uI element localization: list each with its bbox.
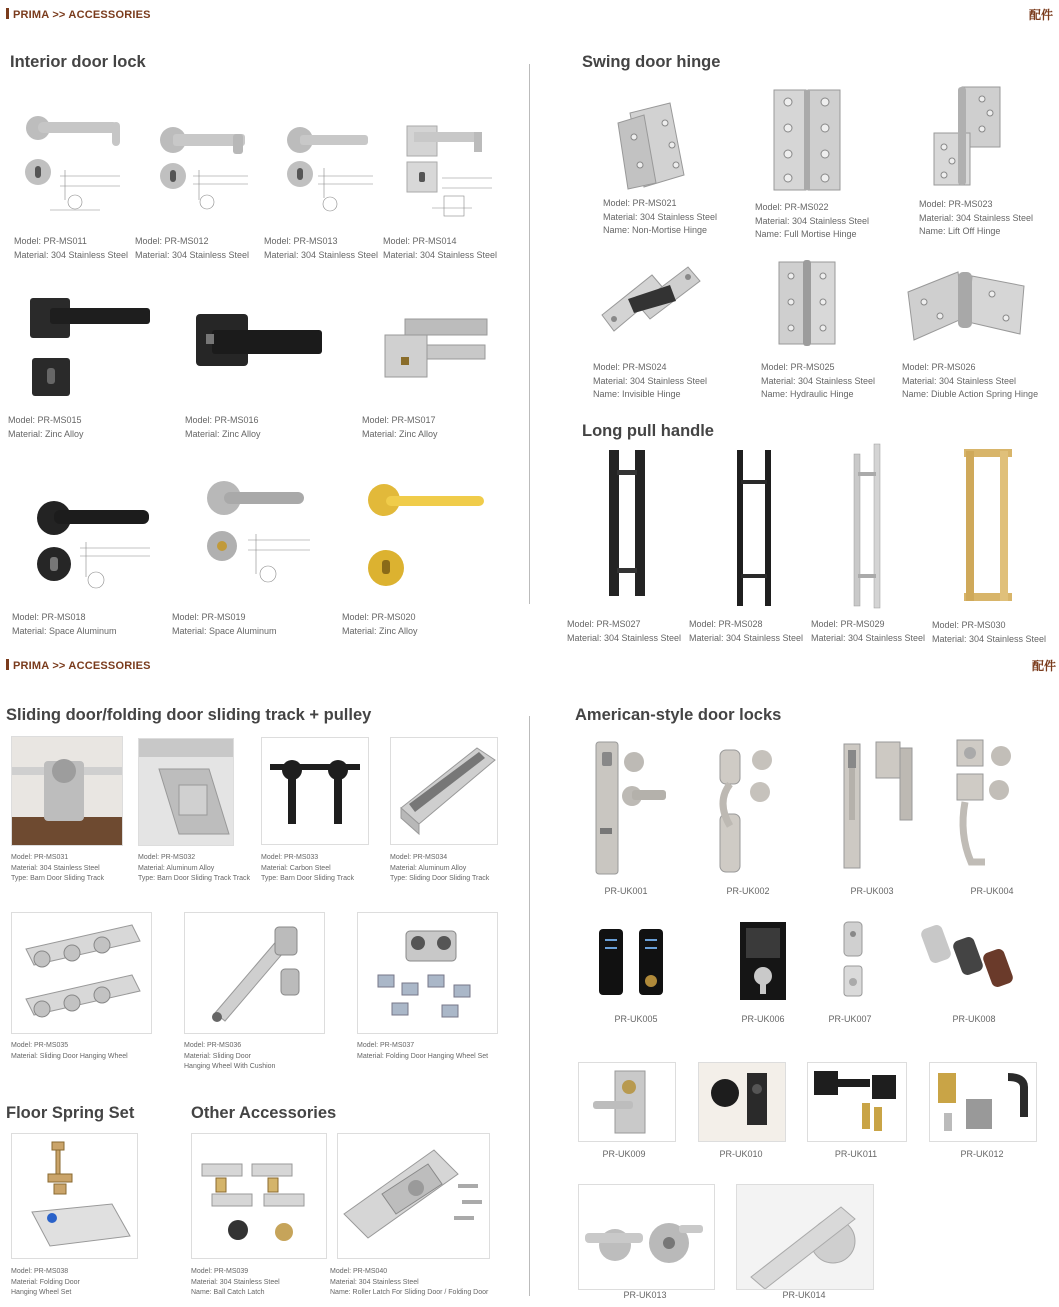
page-header (6, 8, 151, 21)
caption-ms034 (390, 853, 489, 885)
material-label: Material: 304 Stainless Steel (191, 1278, 280, 1286)
material-label: Material: 304 Stainless Steel (603, 211, 718, 222)
product-image-uk004 (955, 738, 1045, 878)
product-image-ms022 (770, 88, 845, 193)
section-title-floor: Floor Spring Set (6, 1104, 135, 1122)
code-uk004: PR-UK004 (970, 886, 1014, 896)
product-image-uk008 (915, 918, 1020, 993)
product-image-uk013 (578, 1184, 715, 1290)
product-image-ms025 (775, 258, 840, 348)
code-uk011: PR-UK011 (834, 1149, 878, 1159)
section-title-sliding: Sliding door/folding door sliding track + pulley (6, 706, 372, 724)
model-label: Model: PR-MS016 (185, 415, 259, 425)
material-label: Material: Folding Door Hanging Wheel Set (357, 1052, 489, 1060)
code-uk005: PR-UK005 (614, 1014, 658, 1024)
type-label: Type: Barn Door Sliding Track Track (138, 875, 251, 882)
model-label: Model: PR-MS030 (932, 620, 1006, 630)
caption-ms015 (8, 414, 84, 441)
material-label: Material: 304 Stainless Steel (919, 212, 1034, 223)
material-label: Material: Carbon Steel (261, 864, 331, 872)
model-label: Model: PR-MS014 (383, 236, 457, 246)
header-section: ACCESSORIES (68, 9, 151, 21)
material-label: Material: Sliding Door Hanging Wheel (11, 1052, 128, 1060)
model-label: Model: PR-MS015 (8, 415, 82, 425)
caption-ms021 (603, 197, 717, 238)
material-label: Material: Space Aluminum (172, 625, 277, 636)
material-label: Material: Zinc Alloy (342, 625, 418, 636)
material-label: Material: Zinc Alloy (185, 428, 261, 439)
product-image-uk003 (840, 738, 930, 878)
model-label: Model: PR-MS019 (172, 612, 246, 622)
header-bar (6, 8, 9, 19)
caption-ms028 (689, 618, 803, 645)
caption-ms032 (138, 853, 250, 885)
caption-ms026 (902, 361, 1038, 402)
code-uk006: PR-UK006 (741, 1014, 785, 1024)
caption-ms025 (761, 361, 875, 402)
product-image-uk014 (736, 1184, 874, 1290)
product-image-ms031 (11, 736, 123, 846)
header-right-2: 配件 (1032, 659, 1057, 673)
model-label: Model: PR-MS034 (390, 854, 448, 861)
product-image-uk001 (590, 738, 680, 878)
name-label: Name: Full Mortise Hinge (755, 229, 857, 239)
code-uk001: PR-UK001 (604, 886, 648, 896)
code-uk002: PR-UK002 (726, 886, 770, 896)
section-title-other: Other Accessories (191, 1104, 337, 1122)
product-image-ms024 (592, 255, 707, 350)
product-image-ms015 (20, 290, 160, 410)
model-label: Model: PR-MS021 (603, 198, 677, 208)
product-image-ms026 (902, 262, 1032, 347)
caption-ms011 (14, 235, 128, 262)
model-label: Model: PR-MS024 (593, 362, 667, 372)
caption-ms020 (342, 611, 418, 638)
model-label: Model: PR-MS032 (138, 854, 196, 861)
caption-ms037 (357, 1041, 488, 1062)
product-image-uk010 (698, 1062, 786, 1142)
material-label: Material: 304 Stainless Steel (932, 633, 1047, 644)
caption-ms031 (11, 853, 104, 885)
section-title-hinge: Swing door hinge (582, 53, 721, 71)
product-image-ms029 (850, 442, 890, 610)
caption-ms040 (330, 1267, 488, 1299)
product-image-uk002 (710, 738, 800, 878)
product-image-ms032 (138, 738, 234, 846)
model-label: Model: PR-MS020 (342, 612, 416, 622)
caption-ms035 (11, 1041, 128, 1062)
product-image-ms016 (190, 300, 330, 390)
model-label: Model: PR-MS039 (191, 1268, 249, 1275)
material-label: Material: Folding Door (11, 1278, 80, 1286)
material-label: Material: Aluminum Alloy (138, 864, 215, 872)
model-label: Model: PR-MS013 (264, 236, 338, 246)
product-image-uk012 (929, 1062, 1037, 1142)
product-image-uk007 (838, 920, 868, 1000)
product-image-ms012 (155, 120, 255, 220)
material-label: Material: 304 Stainless Steel (902, 375, 1017, 386)
caption-ms013 (264, 235, 378, 262)
product-image-ms039 (191, 1133, 327, 1259)
caption-ms022 (755, 201, 869, 242)
header-brand: PRIMA (13, 660, 50, 672)
type-label: Type: Barn Door Sliding Track (261, 875, 354, 882)
model-label: Model: PR-MS022 (755, 202, 829, 212)
caption-ms014 (383, 235, 497, 262)
caption-ms027 (567, 618, 681, 645)
section-title-pull: Long pull handle (582, 422, 714, 440)
product-image-ms030 (960, 445, 1015, 605)
caption-ms017 (362, 414, 438, 441)
caption-ms033 (261, 853, 354, 885)
material-label: Material: 304 Stainless Steel (135, 249, 250, 260)
model-label: Model: PR-MS023 (919, 199, 993, 209)
code-uk009: PR-UK009 (602, 1149, 646, 1159)
caption-ms036 (184, 1041, 275, 1073)
product-image-uk011 (807, 1062, 907, 1142)
code-uk013: PR-UK013 (623, 1290, 667, 1300)
product-image-ms014 (402, 118, 502, 228)
product-image-uk009 (578, 1062, 676, 1142)
product-image-ms021 (610, 95, 695, 195)
material-label: Material: Sliding Door (184, 1052, 251, 1060)
header-brand: PRIMA (13, 9, 50, 21)
model-label: Model: PR-MS027 (567, 619, 641, 629)
model-label: Model: PR-MS026 (902, 362, 976, 372)
divider (529, 64, 530, 604)
name-label: Name: Roller Latch For Sliding Door / Folding Door (330, 1289, 489, 1296)
material-label: Material: 304 Stainless Steel (11, 864, 100, 872)
product-image-ms020 (360, 478, 490, 598)
product-image-ms040 (337, 1133, 490, 1259)
section-title-interior: Interior door lock (10, 53, 146, 71)
caption-ms030 (932, 619, 1046, 646)
product-image-uk005 (595, 925, 675, 1000)
product-image-ms037 (357, 912, 498, 1034)
header-bar (6, 659, 9, 670)
section-title-american: American-style door locks (575, 706, 782, 724)
product-image-ms035 (11, 912, 152, 1034)
model-label: Model: PR-MS028 (689, 619, 763, 629)
product-image-ms027 (605, 448, 650, 598)
caption-ms024 (593, 361, 707, 402)
material-label: Material: 304 Stainless Steel (14, 249, 129, 260)
extra-label: Hanging Wheel With Cushion (184, 1063, 276, 1070)
code-uk008: PR-UK008 (952, 1014, 996, 1024)
code-uk012: PR-UK012 (960, 1149, 1004, 1159)
code-uk010: PR-UK010 (719, 1149, 763, 1159)
product-image-ms023 (930, 85, 1005, 190)
model-label: Model: PR-MS012 (135, 236, 209, 246)
caption-ms019 (172, 611, 277, 638)
product-image-uk006 (738, 920, 788, 1002)
material-label: Material: Space Aluminum (12, 625, 117, 636)
model-label: Model: PR-MS025 (761, 362, 835, 372)
material-label: Material: 304 Stainless Steel (689, 632, 804, 643)
caption-ms012 (135, 235, 249, 262)
product-image-ms013 (282, 120, 382, 220)
product-image-ms011 (20, 110, 130, 220)
model-label: Model: PR-MS038 (11, 1268, 69, 1275)
caption-ms023 (919, 198, 1033, 239)
product-image-ms034 (390, 737, 498, 845)
material-label: Material: Zinc Alloy (8, 428, 84, 439)
model-label: Model: PR-MS040 (330, 1268, 388, 1275)
header-section: ACCESSORIES (68, 660, 151, 672)
material-label: Material: 304 Stainless Steel (330, 1278, 419, 1286)
model-label: Model: PR-MS011 (14, 236, 87, 246)
product-image-ms038 (11, 1133, 138, 1259)
model-label: Model: PR-MS017 (362, 415, 436, 425)
header-sep: >> (52, 9, 66, 21)
product-image-ms019 (200, 478, 320, 598)
code-uk014: PR-UK014 (782, 1290, 826, 1300)
header-sep: >> (52, 660, 66, 672)
header-right: 配件 (1029, 8, 1054, 22)
model-label: Model: PR-MS018 (12, 612, 86, 622)
material-label: Material: Aluminum Alloy (390, 864, 467, 872)
model-label: Model: PR-MS037 (357, 1042, 415, 1049)
model-label: Model: PR-MS033 (261, 854, 319, 861)
name-label: Name: Non-Mortise Hinge (603, 225, 708, 235)
caption-ms039 (191, 1267, 280, 1299)
code-uk003: PR-UK003 (850, 886, 894, 896)
material-label: Material: Zinc Alloy (362, 428, 438, 439)
product-image-ms036 (184, 912, 325, 1034)
caption-ms038 (11, 1267, 80, 1299)
extra-label: Hanging Wheel Set (11, 1289, 72, 1296)
caption-ms018 (12, 611, 117, 638)
product-image-ms018 (30, 490, 160, 600)
name-label: Name: Hydraulic Hinge (761, 389, 854, 399)
product-image-ms028 (733, 448, 778, 608)
material-label: Material: 304 Stainless Steel (383, 249, 498, 260)
model-label: Model: PR-MS029 (811, 619, 885, 629)
code-uk007: PR-UK007 (828, 1014, 872, 1024)
type-label: Type: Sliding Door Sliding Track (390, 875, 490, 882)
material-label: Material: 304 Stainless Steel (264, 249, 379, 260)
name-label: Name: Ball Catch Latch (191, 1289, 265, 1296)
product-image-ms033 (261, 737, 369, 845)
type-label: Type: Barn Door Sliding Track (11, 875, 104, 882)
material-label: Material: 304 Stainless Steel (593, 375, 708, 386)
model-label: Model: PR-MS031 (11, 854, 69, 861)
model-label: Model: PR-MS035 (11, 1042, 69, 1049)
model-label: Model: PR-MS036 (184, 1042, 242, 1049)
material-label: Material: 304 Stainless Steel (567, 632, 682, 643)
name-label: Name: Lift Off Hinge (919, 226, 1001, 236)
name-label: Name: Diuble Action Spring Hinge (902, 389, 1039, 399)
page-header-2 (6, 659, 151, 672)
name-label: Name: Invisible Hinge (593, 389, 681, 399)
material-label: Material: 304 Stainless Steel (755, 215, 870, 226)
divider-2 (529, 716, 530, 1296)
caption-ms016 (185, 414, 261, 441)
material-label: Material: 304 Stainless Steel (761, 375, 876, 386)
product-image-ms017 (375, 305, 495, 405)
material-label: Material: 304 Stainless Steel (811, 632, 926, 643)
caption-ms029 (811, 618, 925, 645)
